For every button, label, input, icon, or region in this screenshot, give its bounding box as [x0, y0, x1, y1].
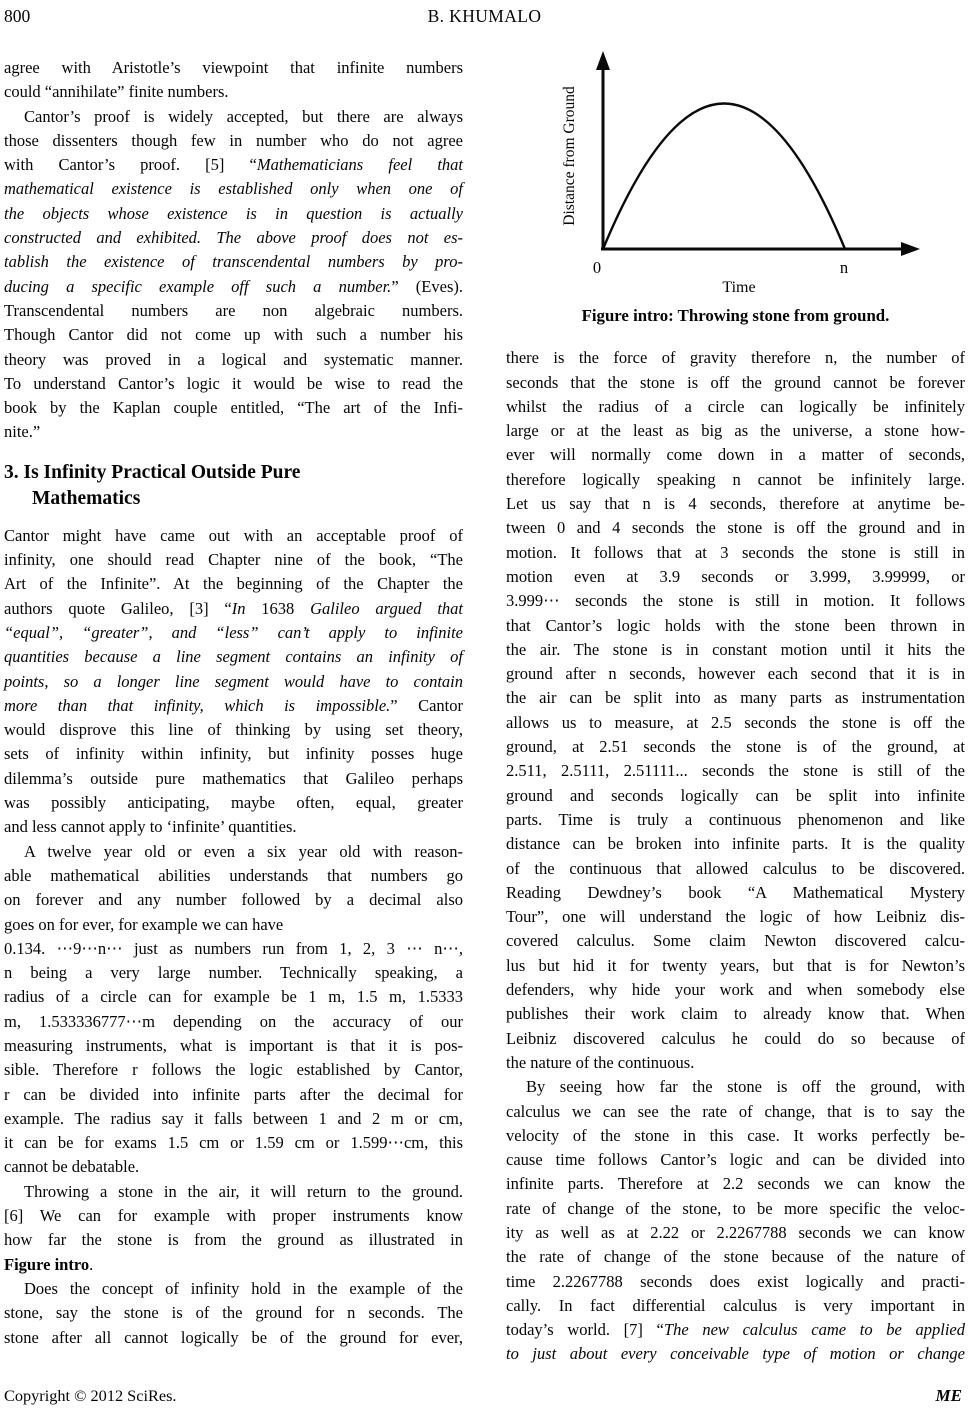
text-line [506, 565, 965, 589]
text-line [4, 1131, 463, 1155]
page-header [0, 6, 969, 30]
text-line [4, 937, 463, 961]
text-run: sible. Therefore r follows the logic established by Cantor, [4, 1060, 463, 1080]
text-line [4, 791, 463, 815]
text-line [506, 735, 965, 759]
text-line [4, 420, 463, 444]
text-line [4, 250, 463, 274]
text-line [506, 808, 965, 832]
text-run: and less cannot apply to ‘infinite’ quantities. [4, 817, 297, 837]
text-line [4, 226, 463, 250]
text-run: on forever and any number followed by a decimal also [4, 890, 463, 910]
text-line [506, 1100, 965, 1124]
text-run: seconds that the stone is off the ground cannot be forever [506, 372, 965, 392]
text-run: A twelve year old or even a six year old with reason- [24, 841, 463, 861]
text-run: Mathematicians feel that [256, 155, 463, 175]
text-run: To understand Cantor’s logic it would be wise to read the [4, 373, 463, 393]
page-footer [4, 1386, 964, 1410]
text-line [506, 1245, 965, 1269]
text-run: covered calculus. Some claim Newton discovered calcu- [506, 931, 965, 951]
text-line [506, 1148, 965, 1172]
text-run: agree with Aristotle’s viewpoint that infinite numbers [4, 58, 463, 77]
text-line [506, 371, 965, 395]
text-run: Let us say that n is 4 seconds, therefore at anytime be- [506, 494, 965, 514]
text-line [506, 929, 965, 953]
text-line [506, 638, 965, 662]
text-run: example. The radius say it falls between 1 and 2 m or cm, [4, 1108, 463, 1128]
paragraph [506, 1075, 965, 1367]
x-tick-origin: 0 [592, 258, 602, 277]
text-line [4, 80, 463, 104]
text-run: defenders, why hide your work and when somebody else [506, 980, 965, 1000]
text-run: ” Cantor [390, 695, 463, 715]
text-run: publishes their work claim to already know that. When [506, 1004, 965, 1024]
text-run: the nature of the continuous. [506, 1052, 695, 1072]
figure-intro [506, 44, 964, 296]
text-run: Does the concept of infinity hold in the example of the [24, 1278, 463, 1298]
text-run: 3.999⋯ seconds the stone is still in motion. It follows [506, 591, 965, 611]
text-line [4, 597, 463, 621]
text-run: more than that infinity, which is impossible. [4, 695, 391, 715]
text-run: Galileo argued that [310, 598, 464, 618]
text-run: ity as well as at 2.22 or 2.2267788 seconds we can know [506, 1222, 965, 1242]
left-column [4, 56, 463, 1350]
text-run: constructed and exhibited. The above proof does not es- [4, 228, 463, 248]
text-run: nite.” [4, 422, 41, 442]
running-title: B. KHUMALO [427, 6, 542, 26]
text-line [4, 202, 463, 226]
text-line [4, 396, 463, 420]
text-run: ducing a specific example off such a number. [4, 276, 392, 296]
text-line [506, 419, 965, 443]
text-run: parts. Time is truly a continuous phenomenon and like [506, 809, 965, 829]
text-run: r can be divided into infinite parts after the decimal for [4, 1084, 463, 1104]
paragraph [4, 1180, 463, 1277]
text-run: would disprove this line of thinking by using set theory, [4, 720, 463, 740]
text-run: n being a very large number. Technically speaking, a [4, 963, 463, 983]
text-line [4, 742, 463, 766]
text-run: was possibly anticipating, maybe often, equal, greater [4, 793, 463, 813]
paragraph [4, 840, 463, 1180]
text-line [4, 299, 463, 323]
text-run: calculus we can see the rate of change, that is to say the [506, 1101, 965, 1121]
paragraph [4, 1277, 463, 1350]
text-line [506, 1294, 965, 1318]
text-run: stone, say the stone is of the ground for n seconds. The [4, 1303, 463, 1323]
text-line [506, 1075, 965, 1099]
text-run: able mathematical abilities understands that numbers go [4, 865, 463, 885]
text-run: of the continuous that allowed calculus to be discovered. [506, 858, 965, 878]
text-run: mathematical existence is established only when one of [4, 179, 463, 199]
right-column-text [506, 346, 965, 1366]
text-line [4, 718, 463, 742]
text-line [4, 1083, 463, 1107]
text-line [506, 614, 965, 638]
text-line [4, 572, 463, 596]
text-line [4, 1034, 463, 1058]
text-run: . [89, 1254, 94, 1274]
text-run: Figure intro [4, 1254, 90, 1274]
text-run: ever will normally come down in a matter of seconds, [506, 445, 965, 465]
text-run: Cantor might have came out with an acceptable proof of [4, 525, 463, 545]
paragraph [4, 524, 463, 840]
text-line [506, 686, 965, 710]
text-line [506, 541, 965, 565]
text-line [4, 913, 463, 937]
text-line [506, 662, 965, 686]
text-line [4, 486, 463, 512]
text-line [506, 589, 965, 613]
text-run: Though Cantor did not come up with such a number his [4, 325, 463, 345]
text-run: how far the stone is from the ground as illustrated in [4, 1230, 463, 1250]
text-run: tablish the existence of transcendental numbers by pro- [4, 252, 463, 272]
text-line [4, 348, 463, 372]
text-line [506, 492, 965, 516]
text-run: ground, at 2.51 seconds the stone is of the ground, at [506, 737, 965, 757]
text-run: ground after n seconds, however each second that it is in [506, 664, 965, 684]
figure-chart [506, 44, 964, 296]
text-run: could “annihilate” finite numbers. [4, 82, 229, 102]
text-run: whilst the radius of a circle can logically be infinitely [506, 396, 965, 416]
text-line [4, 1180, 463, 1204]
text-line [506, 881, 965, 905]
text-line [4, 1228, 463, 1252]
text-run: authors quote Galileo, [3] “ [4, 598, 232, 618]
text-line [506, 1197, 965, 1221]
figure-caption: Figure intro: Throwing stone from ground. [581, 306, 890, 325]
text-line [4, 621, 463, 645]
text-line [506, 1051, 965, 1075]
text-run: By seeing how far the stone is off the ground, with [526, 1077, 965, 1097]
text-run: motion even at 3.9 seconds or 3.999, 3.99999, or [506, 566, 965, 586]
text-line [506, 954, 965, 978]
text-line [4, 460, 463, 486]
text-line [506, 1002, 965, 1026]
text-line [506, 468, 965, 492]
text-line [4, 1253, 463, 1277]
text-run: Mathematics [32, 487, 141, 509]
text-run: book by the Kaplan couple entitled, “The art of the Infi- [4, 398, 463, 418]
journal-code: ME [935, 1386, 962, 1405]
text-run: ground and seconds logically can be split into infinite [506, 785, 965, 805]
section-heading [4, 460, 463, 512]
text-line [506, 1270, 965, 1294]
trajectory-curve [603, 104, 845, 250]
text-run: Reading Dewdney’s book “A Mathematical Mystery [506, 882, 965, 902]
text-run: The new calculus came to be applied [663, 1320, 965, 1340]
text-run: motion. It follows that at 3 seconds the stone is still in [506, 542, 965, 562]
text-line [506, 1318, 965, 1342]
text-run: the objects whose existence is in question is actually [4, 203, 463, 223]
text-run: velocity of the stone in this case. It works perfectly be- [506, 1125, 965, 1145]
text-run: dilemma’s outside pure mathematics that Galileo perhaps [4, 768, 463, 788]
text-line [506, 1124, 965, 1148]
x-axis-arrow-icon [901, 242, 920, 256]
text-line [4, 815, 463, 839]
text-run: infinity, one should read Chapter nine of the book, “The [4, 550, 463, 570]
text-run: points, so a longer line segment would have to contain [4, 671, 463, 691]
text-line [506, 857, 965, 881]
text-run: Transcendental numbers are non algebraic numbers. [4, 300, 463, 320]
text-run: today’s world. [7] “ [506, 1320, 664, 1340]
text-run: tween 0 and 4 seconds the stone is off the ground and in [506, 518, 965, 538]
text-line [506, 443, 965, 467]
text-run: [6] We can for example with proper instruments know [4, 1206, 463, 1226]
text-run: with Cantor’s proof. [5] “ [4, 155, 257, 175]
text-run: In [231, 598, 262, 618]
right-column [506, 44, 965, 1367]
text-line [4, 840, 463, 864]
paragraph [4, 105, 463, 445]
text-line [4, 524, 463, 548]
text-line [4, 645, 463, 669]
text-run: cally. In fact differential calculus is very important in [506, 1295, 965, 1315]
text-line [4, 1277, 463, 1301]
text-run: the air can be split into as many parts as instrumentation [506, 688, 965, 708]
text-line [4, 1326, 463, 1350]
text-run: the air. The stone is in constant motion until it hits the [506, 639, 965, 659]
text-run: Art of the Infinite”. At the beginning of the Chapter the [4, 574, 463, 594]
text-run: ” (Eves). [391, 276, 463, 296]
text-line [4, 1010, 463, 1034]
text-line [4, 961, 463, 985]
text-line [4, 323, 463, 347]
text-line [506, 711, 965, 735]
text-run: radius of a circle can for example be 1 m, 1.5 m, 1.5333 [4, 987, 463, 1007]
text-line [4, 767, 463, 791]
text-line [4, 548, 463, 572]
text-line [506, 784, 965, 808]
text-line [4, 694, 463, 718]
y-axis-arrow-icon [596, 51, 610, 70]
text-run: measuring instruments, what is important is that it is pos- [4, 1035, 463, 1055]
text-line [4, 153, 463, 177]
text-run: rate of change of the stone, to be more specific the veloc- [506, 1198, 965, 1218]
text-run: 3. Is Infinity Practical Outside Pure [4, 461, 301, 483]
text-line [4, 1301, 463, 1325]
text-line [4, 129, 463, 153]
text-run: to just about every conceivable type of motion or change [506, 1344, 965, 1364]
y-axis-label: Distance from Ground [561, 86, 578, 226]
text-run: Tour”, one will understand the logic of how Leibniz dis- [506, 907, 965, 927]
paragraph [506, 346, 965, 1075]
text-line [4, 56, 463, 80]
text-line [4, 372, 463, 396]
text-line [506, 905, 965, 929]
text-line [4, 1107, 463, 1131]
paragraph [4, 56, 463, 105]
x-tick-end: n [839, 258, 849, 277]
text-run: it can be for exams 1.5 cm or 1.59 cm or 1.599⋯cm, this [4, 1133, 463, 1153]
text-run: distance can be broken into infinite parts. It is the quality [506, 834, 965, 854]
text-run: allows us to measure, at 2.5 seconds the stone is off the [506, 712, 965, 732]
text-run: 0.134. ⋯9⋯n⋯ just as numbers run from 1, 2, 3 ⋯ n⋯, [4, 938, 463, 958]
text-line [4, 864, 463, 888]
text-run: time 2.2267788 seconds does exist logically and practi- [506, 1271, 965, 1291]
x-axis-label: Time [722, 279, 756, 296]
text-run: large or at the least as big as the universe, a stone how- [506, 421, 965, 441]
text-run: 2.511, 2.5111, 2.51111... seconds the stone is still of the [506, 761, 965, 781]
text-line [506, 1027, 965, 1051]
text-run: lus but hid it for twenty years, but that is for Newton’s [506, 955, 965, 975]
text-run: therefore logically speaking n cannot be infinitely large. [506, 469, 965, 489]
text-run: the rate of change of the stone because of the nature of [506, 1247, 965, 1267]
text-run: quantities because a line segment contains an infinity of [4, 647, 463, 667]
text-line [506, 346, 965, 370]
text-run: theory was proved in a logical and systematic manner. [4, 349, 463, 369]
text-run: goes on for ever, for example we can have [4, 914, 284, 934]
text-line [506, 395, 965, 419]
text-run: infinite parts. Therefore at 2.2 seconds we can know the [506, 1174, 965, 1194]
page-number: 800 [4, 6, 31, 26]
copyright-notice: Copyright © 2012 SciRes. [4, 1386, 177, 1405]
text-line [4, 105, 463, 129]
text-line [4, 1058, 463, 1082]
text-line [4, 888, 463, 912]
text-run: sets of infinity within infinity, but infinity posses huge [4, 744, 463, 764]
text-line [506, 1342, 965, 1366]
text-line [506, 516, 965, 540]
text-run: cause time follows Cantor’s logic and can be divided into [506, 1150, 965, 1170]
text-line [4, 1204, 463, 1228]
text-line [4, 177, 463, 201]
text-run: m, 1.533336777⋯m depending on the accuracy of our [4, 1011, 463, 1031]
text-run: Leibniz discovered calculus he could do so because of [506, 1028, 965, 1048]
text-line [4, 670, 463, 694]
text-line [506, 1221, 965, 1245]
text-run: Throwing a stone in the air, it will return to the ground. [24, 1181, 463, 1201]
text-line [4, 985, 463, 1009]
text-run: Cantor’s proof is widely accepted, but there are always [24, 106, 463, 126]
text-line [506, 1172, 965, 1196]
text-run: 1638 [261, 598, 311, 618]
text-run: there is the force of gravity therefore n, the number of [506, 348, 965, 368]
text-run: that Cantor’s logic holds with the stone been thrown in [506, 615, 965, 635]
text-line [506, 759, 965, 783]
text-line [506, 978, 965, 1002]
text-run: “equal”, “greater”, and “less” can’t apply to infinite [4, 622, 463, 642]
text-run: those dissenters though few in number who do not agree [4, 130, 463, 150]
text-line [4, 1155, 463, 1179]
text-run: cannot be debatable. [4, 1157, 140, 1177]
text-line [506, 832, 965, 856]
text-line [4, 275, 463, 299]
text-run: stone after all cannot logically be of the ground for ever, [4, 1327, 463, 1347]
